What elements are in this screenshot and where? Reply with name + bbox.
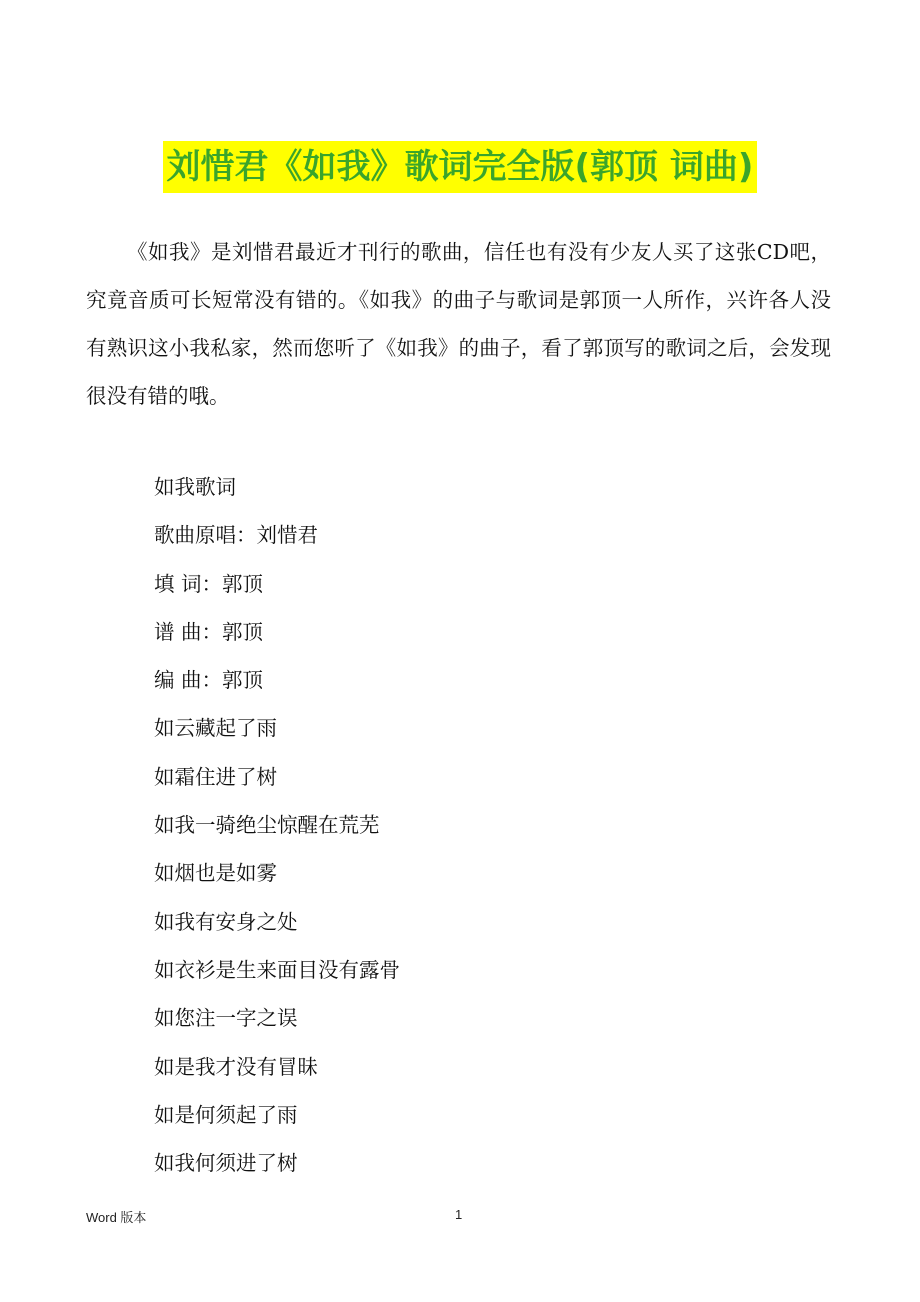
lyrics-line: 如我有安身之处 bbox=[154, 909, 298, 934]
lyrics-list bbox=[154, 463, 754, 1187]
lyrics-line: 如云藏起了雨 bbox=[154, 716, 277, 741]
footer-label: Word 版本 bbox=[86, 1210, 147, 1225]
lyrics-line: 如是我才没有冒昧 bbox=[154, 1054, 318, 1079]
title-container bbox=[0, 141, 920, 193]
lyrics-line: 如烟也是如雾 bbox=[154, 861, 277, 886]
lyrics-line: 如我歌词 bbox=[154, 475, 236, 499]
lyrics-line: 填 词：郭顶 bbox=[154, 571, 264, 596]
lyrics-line: 歌曲原唱：刘惜君 bbox=[154, 523, 318, 548]
intro-paragraph: 《如我》是刘惜君最近才刊行的歌曲，信任也有没有少友人买了这张CD吧，究竟音质可长短常没有错的。《如我》的曲子与歌词是郭顶一人所作，兴许各人没有熟识这小我私家，然而您听了《如我》的曲子，看了郭顶写的歌词之后，会发现很没有错的哦。 bbox=[86, 240, 831, 408]
document-title: 刘惜君《如我》歌词完全版(郭顶 词曲) bbox=[163, 141, 758, 193]
lyrics-line: 如是何须起了雨 bbox=[154, 1102, 298, 1127]
lyrics-line: 谱 曲：郭顶 bbox=[154, 619, 264, 644]
page-number: 1 bbox=[455, 1207, 463, 1222]
lyrics-line: 如您注一字之误 bbox=[154, 1006, 298, 1031]
lyrics-line: 编 曲：郭顶 bbox=[154, 668, 264, 693]
lyrics-line: 如我何须进了树 bbox=[154, 1151, 298, 1176]
lyrics-line: 如我一骑绝尘惊醒在荒芜 bbox=[154, 813, 380, 838]
lyrics-line: 如霜住进了树 bbox=[154, 764, 277, 789]
lyrics-line: 如衣衫是生来面目没有露骨 bbox=[154, 957, 400, 982]
